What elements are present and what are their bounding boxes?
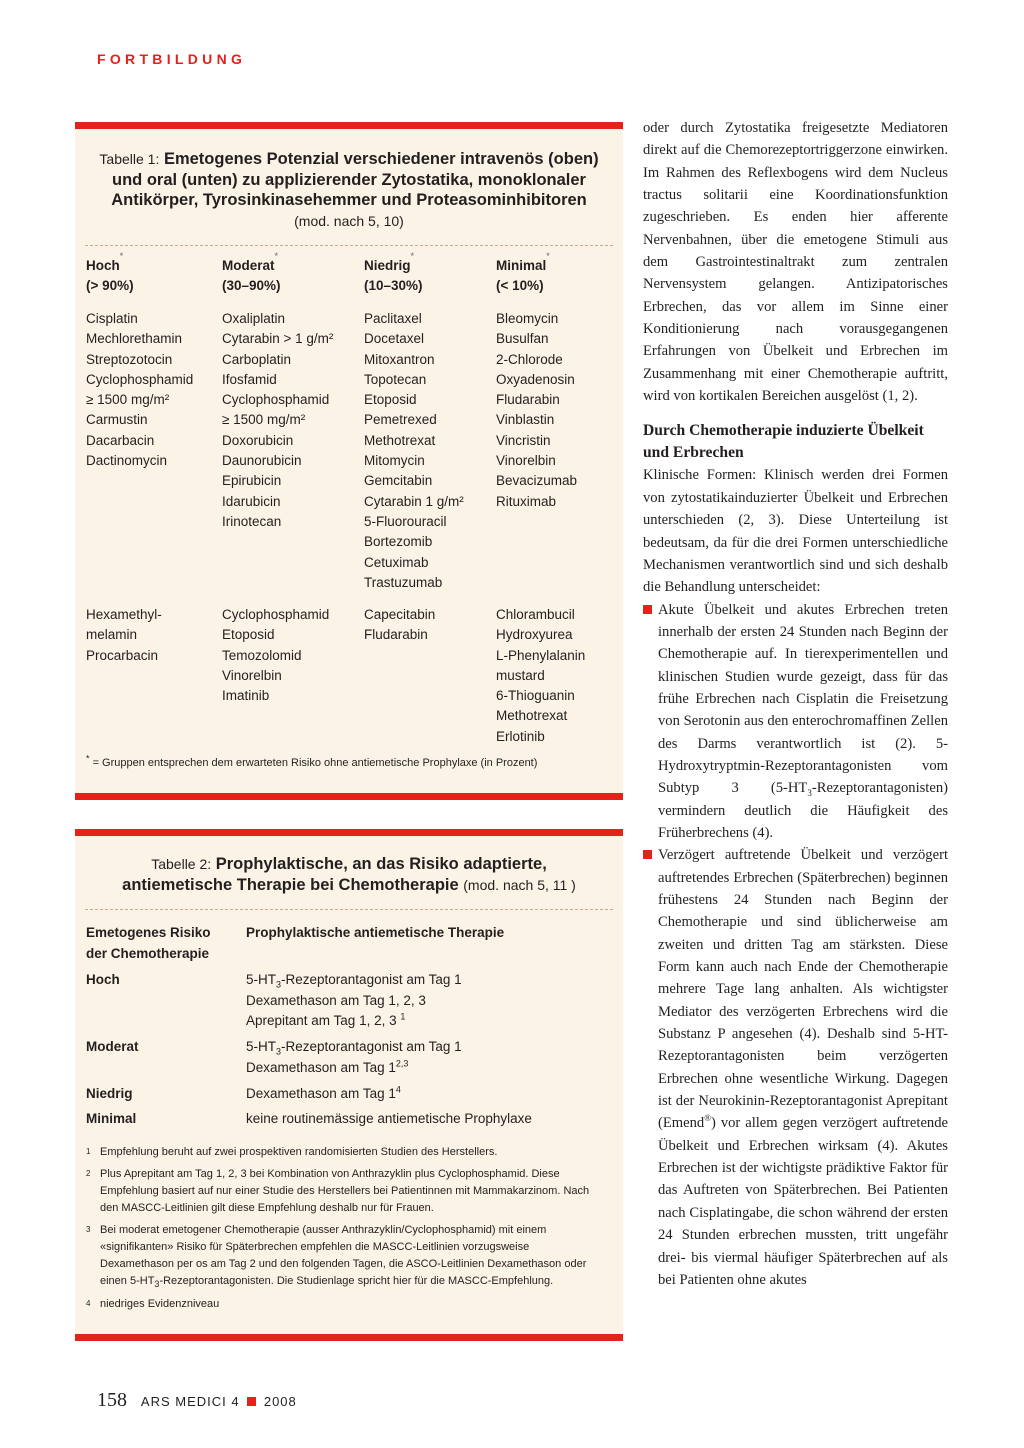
col-header-minimal: Minimal — [496, 258, 547, 273]
drug-cell: Ifosfamid — [222, 371, 277, 387]
journal-year: 2008 — [263, 1394, 297, 1409]
table-2-footnote-4: 4 niedriges Evidenzniveau — [86, 1298, 220, 1310]
table-1-ref: (mod. nach 5, 10) — [294, 212, 404, 229]
drug-cell: Capecitabin — [364, 607, 436, 622]
therapy-hoch-1: $5-HT_3$-Rezeptorantagonist am Tag 1 — [246, 972, 462, 990]
drug-cell: Mitomycin — [364, 453, 425, 469]
drug-cell: Dacarbacin — [86, 432, 155, 448]
table-1-oral-column-2 — [222, 605, 329, 706]
table-1 — [75, 122, 623, 800]
bullet-square-icon — [643, 850, 652, 859]
table-2-divider — [85, 909, 613, 910]
table-2 — [75, 829, 623, 1341]
drug-cell: Docetaxel — [364, 331, 425, 347]
drug-cell: Imatinib — [222, 688, 270, 704]
drug-cell: Vinblastin — [496, 412, 555, 428]
drug-cell: Mechlorethamin — [86, 331, 183, 347]
drug-cell: Cyclophosphamid — [222, 392, 330, 408]
table-2-ref: (mod. nach 5, 11 ) — [463, 876, 576, 893]
bullet-square-icon — [643, 605, 652, 614]
drug-cell: Methotrexat — [364, 432, 436, 448]
drug-cell: Cisplatin — [86, 311, 138, 326]
article-body — [643, 117, 948, 1291]
drug-cell: Bleomycin — [496, 311, 559, 326]
drug-cell: Rituximab — [496, 493, 557, 509]
drug-cell: Cytarabin > 1 g/m² — [222, 331, 334, 347]
col-header-niedrig: Niedrig — [364, 258, 411, 273]
drug-cell: mustard — [496, 667, 545, 683]
drug-cell: Oxaliplatin — [222, 311, 286, 326]
risk-moderat: Moderat — [86, 1039, 139, 1054]
drug-cell: Dactinomycin — [86, 453, 168, 469]
table-2-title: Prophylaktische, an das Risiko adaptierte, antiemetische Therapie bei Chemotherapie — [122, 855, 547, 894]
table-1-iv-column-2 — [222, 309, 333, 532]
table-1-title: Emetogenes Potenzial verschiedener intravenös (oben) und oral (unten) zu applizierender Zytostatika, monoklonaler Antikörper, Tyrosinkinasehemmer und Proteasominhibitoren — [111, 150, 599, 209]
drug-cell: Temozolomid — [222, 647, 302, 663]
table-1-oral-column-1 — [86, 605, 162, 666]
drug-cell: Cyclophosphamid — [222, 607, 330, 622]
paragraph-2: Klinische Formen: Klinisch werden drei Formen von zytostatikainduzierter Übelkeit und Erbrechen unterschieden (2, 3). Diese Unterteilung ist bedeutsam, da für die drei Formen unterschiedliche Mechanismen verantwortlich sind und sich deshalb die Behandlung unterscheidet: — [643, 467, 948, 596]
table-1-header: Hoch* (> 90%) Moderat* (30–90%) Niedrig* (10–30%) Minimal* (< 10%) — [86, 256, 623, 298]
drug-cell: Oxyadenosin — [496, 371, 575, 387]
col-header-moderat: Moderat — [222, 258, 275, 273]
drug-cell: Pemetrexed — [364, 412, 437, 428]
drug-cell: Methotrexat — [496, 708, 568, 724]
drug-cell: Trastuzumab — [364, 574, 443, 590]
drug-cell: 5-Fluorouracil — [364, 513, 447, 529]
footer-square-icon — [247, 1397, 256, 1406]
table-2-label: Tabelle 2: — [151, 856, 212, 872]
risk-niedrig: Niedrig — [86, 1086, 133, 1101]
col-range-moderat: (30–90%) — [222, 278, 281, 294]
list-item-acute: Akute Übelkeit und akutes Erbrechen treten innerhalb der ersten 24 Stunden nach Beginn der Chemotherapie auf. In tierexperimentellen und klinischen Studien wurde gezeigt, dass für das frühe Erbrechen nach Cisplatin die Freisetzung von Serotonin aus den enterochromaffinen Zellen des Darms verantwortlich ist (2). 5-Hydroxytryptmin-Rezeptorantagonisten vom Subtyp 3 $(5-HT_3-Rezeptorantagonisten)$ vermindern deutlich die Häufigkeit des Früherbrechens (4). — [643, 599, 948, 845]
drug-cell: Vinorelbin — [222, 667, 282, 683]
therapy-niedrig: Dexamethason am Tag $1^4$ — [246, 1084, 401, 1101]
therapy-minimal: keine routinemässige antiemetische Prophylaxe — [246, 1111, 532, 1126]
drug-cell: Bevacizumab — [496, 473, 578, 489]
drug-cell: Carmustin — [86, 412, 148, 428]
col-range-minimal: (< 10%) — [496, 278, 544, 294]
drug-cell: Gemcitabin — [364, 473, 433, 489]
col-header-hoch: Hoch — [86, 258, 120, 273]
table-2-footnote-2: 2 Plus Aprepitant am Tag 1, 2, 3 bei Kombination von Anthrazyklin plus Cyclophosphamid. Diese Empfehlung basiert auf nur einer Studie des Herstellers bei Patientinnen mit Mammakarzinom. Nach den MASCC-Leitlinien gilt diese Empfehlung deshalb nur für Frauen. — [86, 1168, 590, 1214]
head-risk-1: Emetogenes Risiko — [86, 925, 211, 940]
risk-minimal: Minimal — [86, 1111, 137, 1126]
col-range-hoch: (> 90%) — [86, 278, 134, 294]
therapy-moderat-1: $5-HT_3$-Rezeptorantagonist am Tag 1 — [246, 1039, 462, 1057]
drug-cell: Etoposid — [364, 392, 417, 408]
table-1-oral-column-4 — [496, 605, 585, 747]
drug-cell: Idarubicin — [222, 493, 281, 509]
drug-cell: Cytarabin 1 g/m² — [364, 493, 464, 509]
page-number: 158 — [97, 1389, 127, 1411]
drug-cell: 2-Chlorode — [496, 351, 563, 367]
drug-cell: Erlotinib — [496, 728, 545, 744]
drug-cell: Epirubicin — [222, 473, 282, 489]
paragraph-1: oder durch Zytostatika freigesetzte Mediatoren direkt auf die Chemorezeptortriggerzone einwirken. Im Rahmen des Reflexbogens wird dem Nucleus tractus solitarii eine Koordinationsfunktion zugeschrieben. Es enden hier afferente Nervenbahnen, über die emetogene Stimuli aus dem Gastrointestinaltrakt zum zentralen Nervensystem gelangen. Antizipatorisches Erbrechen, das vor allem im Sinne einer Konditionierung nach vorausgegangenen Erfahrungen von Übelkeit und Erbrechen im Zusammenhang mit einer Chemotherapie auftritt, wird von kortikalen Bereichen ausgelöst (1, 2). — [643, 120, 948, 405]
drug-cell: melamin — [86, 627, 138, 643]
drug-cell: Cyclophosphamid — [86, 371, 194, 387]
table-2-caption — [75, 854, 623, 895]
journal-name: ARS MEDICI 4 — [140, 1394, 240, 1409]
drug-cell: ≥ 1500 mg/m² — [86, 392, 170, 408]
table-2-footnote-1: 1 Empfehlung beruht auf zwei prospektiven randomisierten Studien des Herstellers. — [86, 1146, 498, 1158]
drug-cell: Fludarabin — [496, 392, 560, 408]
drug-cell: Chlorambucil — [496, 607, 575, 622]
drug-cell: Fludarabin — [364, 627, 428, 643]
drug-cell: Carboplatin — [222, 351, 292, 367]
page-footer — [97, 1389, 297, 1412]
drug-cell: Hexamethyl- — [86, 607, 162, 622]
drug-cell: Hydroxyurea — [496, 627, 573, 643]
drug-cell: Streptozotocin — [86, 351, 173, 367]
drug-cell: ≥ 1500 mg/m² — [222, 412, 306, 428]
table-1-oral-column-3 — [364, 605, 435, 646]
therapy-moderat-2: Dexamethason am Tag 1$^{2,3}$ — [246, 1058, 409, 1075]
table-2-footnote-3: 3 Bei moderat emetogener Chemotherapie (ausser Anthrazyklin/Cyclophosphamid) mit einem «signifikanten» Risiko für Späterbrechen empfehlen die MASCC-Leitlinien vorzugsweise Dexamethason per os am Tag 2 und den folgenden Tagen, die ASCO-Leitlinien Dexamethason oder einen $5-HT_3$-Rezeptorantagonisten. Die Studienlage spricht hier für die MASCC-Empfehlung. — [86, 1224, 587, 1290]
risk-hoch: Hoch — [86, 972, 120, 987]
drug-cell: Etoposid — [222, 627, 275, 643]
therapy-hoch-2: Dexamethason am Tag 1, 2, 3 — [246, 993, 426, 1008]
head-therapy: Prophylaktische antiemetische Therapie — [246, 925, 505, 940]
drug-cell: Procarbacin — [86, 647, 159, 663]
drug-cell: 6-Thioguanin — [496, 688, 575, 704]
section-label: FORTBILDUNG — [97, 51, 247, 67]
therapy-hoch-3: Aprepitant am Tag 1, 2, 3 $^1$ — [246, 1011, 406, 1028]
drug-cell: L-Phenylalanin — [496, 647, 586, 663]
drug-cell: Bortezomib — [364, 534, 433, 550]
drug-cell: Paclitaxel — [364, 311, 422, 326]
table-1-iv-column-4 — [496, 309, 577, 512]
table-1-caption — [75, 149, 623, 231]
head-risk-2: der Chemotherapie — [86, 946, 210, 961]
drug-cell: Irinotecan — [222, 513, 282, 529]
table-1-divider — [85, 245, 613, 246]
drug-cell: Daunorubicin — [222, 453, 302, 469]
table-1-label: Tabelle 1: — [99, 151, 160, 167]
drug-cell: Mitoxantron — [364, 351, 435, 367]
drug-cell: Doxorubicin — [222, 432, 294, 448]
section-heading: Durch Chemotherapie induzierte Übelkeit und Erbrechen — [643, 422, 924, 462]
table-1-oral-section — [86, 605, 623, 747]
drug-cell: Topotecan — [364, 371, 427, 387]
table-1-iv-column-3 — [364, 309, 464, 593]
table-1-footnote: * = Gruppen entsprechen dem erwarteten Risiko ohne antiemetische Prophylaxe (in Prozent) — [86, 753, 538, 769]
table-1-iv-section — [86, 309, 623, 599]
table-1-iv-column-1 — [86, 309, 193, 471]
list-item-delayed: Verzögert auftretende Übelkeit und verzögert auftretendes Erbrechen (Späterbrechen) beginnen frühestens 24 Stunden nach Beginn der Chemotherapie und sind üblicherweise am zweiten und dritten Tag am stärksten. Diese Form kann auch nach Ende der Chemotherapie mehrere Tage lang anhalten. Als wichtigster Mediator des verzögerten Erbrechens wird die Substanz P angesehen (4). Deshalb sind 5-HT-Rezeptorantagonisten beim verzögerten Erbrechen ohne wesentliche Wirkung. Dagegen ist der Neurokinin-Rezeptorantagonist Aprepitant (Emend®) vor allem gegen verzögert auftretende Übelkeit und Erbrechen wirksam (4). Akutes Erbrechen ist der wichtigste prädiktive Faktor für das Auftreten von Späterbrechen. Bei Patienten nach Cisplatingabe, die schon während der ersten 24 Stunden erbrechen mussten, tritt ungefähr drei- bis viermal häufiger Späterbrechen auf als bei Patienten ohne akutes — [643, 844, 948, 1291]
drug-cell: Vinorelbin — [496, 453, 556, 469]
col-range-niedrig: (10–30%) — [364, 278, 423, 294]
drug-cell: Vincristin — [496, 432, 551, 448]
drug-cell: Busulfan — [496, 331, 549, 347]
drug-cell: Cetuximab — [364, 554, 429, 570]
